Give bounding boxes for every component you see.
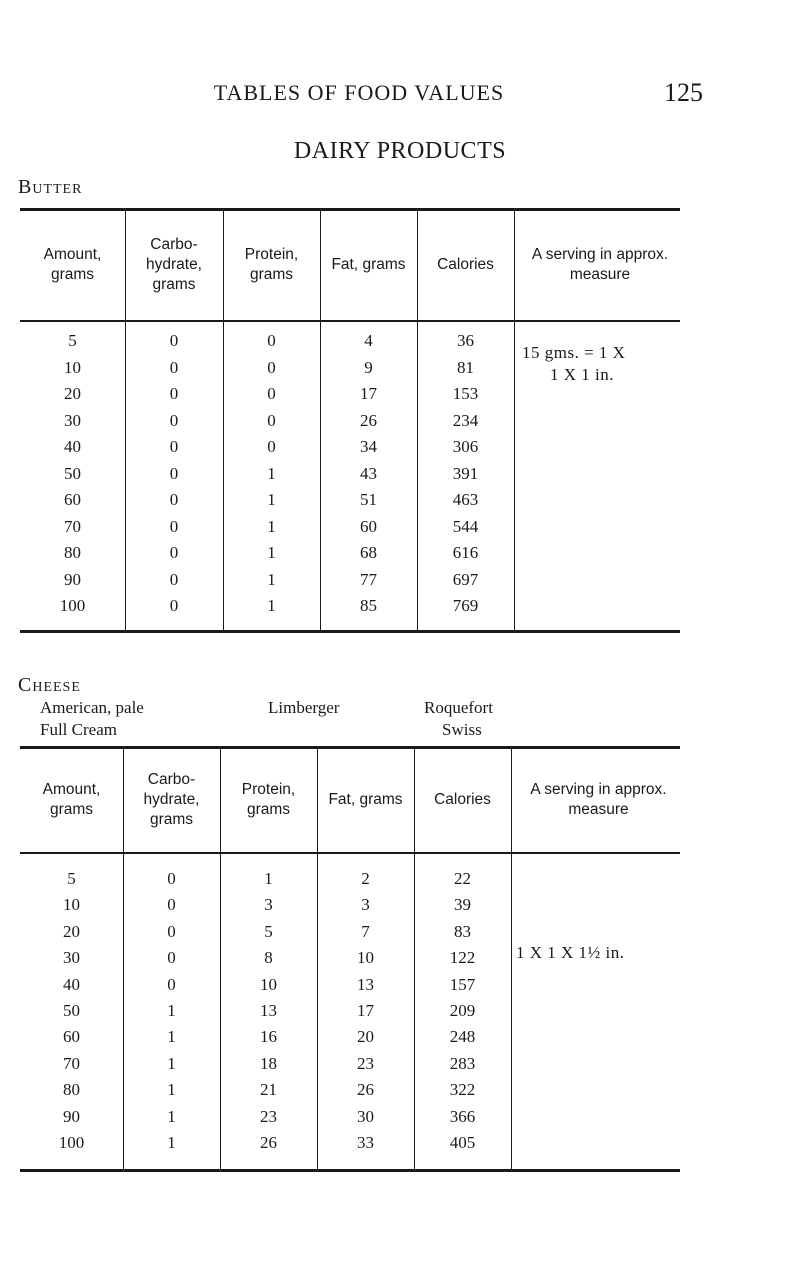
cell-calories: 366 [449,1106,476,1126]
cell-carbohydrate: 1 [167,1080,176,1100]
cell-carbohydrate: 0 [167,869,176,888]
cell-calories: 391 [452,463,479,483]
cell-fat: 34 [360,437,377,456]
cheese-variety: Roquefort [424,698,493,717]
cell-carbohydrate: 0 [169,569,179,589]
cell-carbohydrate: 0 [169,463,179,483]
cheese-heading: Cheese [18,674,81,696]
table-row [20,868,680,890]
cell-amount: 30 [63,948,80,968]
cell-calories: 122 [449,948,476,968]
cell-protein: 0 [267,437,276,456]
cell-amount: 100 [59,596,86,615]
cell-fat: 10 [357,948,374,968]
cell-fat: 26 [360,410,377,430]
cell-carbohydrate: 0 [169,490,179,509]
table-row [20,1106,680,1128]
cell-fat: 30 [357,1106,374,1126]
cell-amount: 80 [64,543,81,562]
cell-fat: 4 [364,331,373,350]
butter-serving-line2: 1 X 1 in. [550,365,614,384]
table-row [20,1079,680,1101]
table-row [20,1053,680,1075]
cell-carbohydrate: 0 [167,895,176,915]
header-calories: Calories [437,256,494,273]
cell-protein: 0 [267,331,276,350]
cell-amount: 90 [64,569,81,589]
header-calories: Calories [434,791,491,808]
cell-protein: 1 [267,463,276,483]
butter-heading: Butter [18,176,83,198]
cell-calories: 83 [454,921,471,941]
table-row [20,1026,680,1048]
cheese-variety: Full Cream [40,720,117,739]
cell-protein: 26 [260,1133,277,1152]
cell-calories: 22 [454,869,471,888]
cell-carbohydrate: 0 [169,596,179,615]
cell-amount: 100 [58,1133,85,1152]
cell-protein: 18 [260,1053,277,1073]
header-amount: Amount, grams [42,781,101,818]
cell-carbohydrate: 0 [167,974,176,994]
cell-fat: 17 [357,1001,374,1020]
cell-fat: 33 [357,1133,374,1152]
cell-calories: 616 [452,543,479,562]
cell-carbohydrate: 1 [167,1001,176,1020]
cell-fat: 7 [361,921,370,941]
cell-protein: 1 [267,516,276,536]
table-row [20,974,680,996]
cell-calories: 36 [457,331,474,350]
cell-carbohydrate: 0 [169,384,179,403]
cell-protein: 21 [260,1080,277,1100]
cell-fat: 43 [360,463,377,483]
cell-fat: 68 [360,543,377,562]
cell-fat: 2 [361,869,370,888]
cell-protein: 0 [267,357,276,377]
cell-carbohydrate: 1 [167,1133,176,1152]
cell-protein: 0 [267,410,276,430]
table-row [20,1132,680,1154]
cell-calories: 697 [452,569,479,589]
cell-amount: 60 [63,1027,80,1047]
cell-protein: 1 [267,596,276,615]
header-serving: A serving in approx. measure [530,781,667,818]
cheese-serving: 1 X 1 X 1½ in. [516,943,625,962]
cell-calories: 81 [457,357,474,377]
cell-carbohydrate: 0 [169,357,179,377]
cell-carbohydrate: 0 [167,921,176,941]
cell-amount: 90 [63,1106,80,1126]
table-row [20,542,680,564]
cell-calories: 234 [452,410,479,430]
cell-amount: 50 [63,1001,80,1020]
cell-protein: 23 [260,1106,277,1126]
cell-amount: 30 [64,410,81,430]
cell-calories: 153 [452,384,479,403]
cell-amount: 40 [63,974,80,994]
cell-fat: 85 [360,596,377,615]
cell-carbohydrate: 0 [169,543,179,562]
cell-amount: 70 [63,1053,80,1073]
cell-calories: 769 [452,596,479,615]
header-fat: Fat, grams [331,256,406,273]
cell-fat: 9 [364,357,373,377]
cheese-table [20,746,680,1172]
cell-amount: 20 [64,384,81,403]
cell-protein: 8 [264,948,273,968]
table-row [20,357,680,379]
table-rule [20,852,680,854]
cell-fat: 26 [357,1080,374,1100]
table-row [20,947,680,969]
table-row [20,410,680,432]
cell-calories: 248 [449,1027,476,1047]
cheese-variety: American, pale [40,698,144,717]
cell-carbohydrate: 0 [167,948,176,968]
table-row [20,1000,680,1022]
cell-protein: 1 [267,543,276,562]
cell-calories: 39 [454,895,471,915]
cell-calories: 283 [449,1053,476,1073]
cell-amount: 10 [64,357,81,377]
table-row [20,383,680,405]
cell-amount: 10 [63,895,80,915]
page-header [0,78,800,112]
butter-table [20,208,680,633]
cell-carbohydrate: 1 [167,1053,176,1073]
table-row [20,489,680,511]
cell-calories: 322 [449,1080,476,1100]
cell-fat: 51 [360,490,377,509]
cell-amount: 5 [67,869,76,888]
cell-protein: 5 [264,921,273,941]
cell-amount: 70 [64,516,81,536]
table-row [20,330,680,352]
header-protein: Protein, grams [241,781,296,818]
cell-carbohydrate: 1 [167,1027,176,1047]
cell-fat: 3 [361,895,370,915]
header-amount: Amount, grams [43,246,102,283]
cell-protein: 13 [260,1001,277,1020]
cell-amount: 40 [64,437,81,456]
cell-protein: 3 [264,895,273,915]
cell-protein: 0 [267,384,276,403]
cell-carbohydrate: 0 [169,437,179,456]
cell-carbohydrate: 0 [169,331,179,350]
butter-serving-line1: 15 gms. = 1 X [522,343,626,362]
header-carbohydrate: Carbo-hydrate, grams [143,771,200,828]
section-title: DAIRY PRODUCTS [293,138,507,164]
cell-amount: 60 [64,490,81,509]
cell-fat: 77 [360,569,377,589]
table-row [20,894,680,916]
cell-calories: 405 [449,1133,476,1152]
header-fat: Fat, grams [328,791,403,808]
running-title: TABLES OF FOOD VALUES [213,80,505,105]
cell-calories: 463 [452,490,479,509]
table-row [20,463,680,485]
table-row [20,921,680,943]
cell-protein: 16 [260,1027,277,1047]
table-row [20,569,680,591]
cell-carbohydrate: 1 [167,1106,176,1126]
cell-fat: 13 [357,974,374,994]
cell-fat: 60 [360,516,377,536]
page-number: 125 [664,78,703,107]
table-row [20,436,680,458]
cell-fat: 23 [357,1053,374,1073]
cell-protein: 1 [264,869,273,888]
cell-protein: 1 [267,490,276,509]
cell-fat: 20 [357,1027,374,1047]
cheese-variety: Limberger [268,698,340,717]
cell-amount: 5 [68,331,77,350]
header-serving: A serving in approx. measure [531,246,669,283]
cheese-variety: Swiss [442,720,482,739]
cell-calories: 157 [449,974,476,994]
cell-carbohydrate: 0 [169,516,179,536]
table-row [20,516,680,538]
cell-amount: 20 [63,921,80,941]
cell-protein: 10 [260,974,277,994]
table-rule [20,1169,680,1172]
cell-protein: 1 [267,569,276,589]
cell-calories: 306 [452,437,479,456]
table-rule [20,320,680,322]
header-protein: Protein, grams [244,246,299,283]
cell-fat: 17 [360,384,377,403]
cell-amount: 50 [64,463,81,483]
header-carbohydrate: Carbo-hydrate, grams [145,236,202,293]
cell-calories: 209 [449,1001,476,1020]
table-rule [20,630,680,633]
cell-carbohydrate: 0 [169,410,179,430]
cell-calories: 544 [452,516,479,536]
cell-amount: 80 [63,1080,80,1100]
table-row [20,595,680,617]
